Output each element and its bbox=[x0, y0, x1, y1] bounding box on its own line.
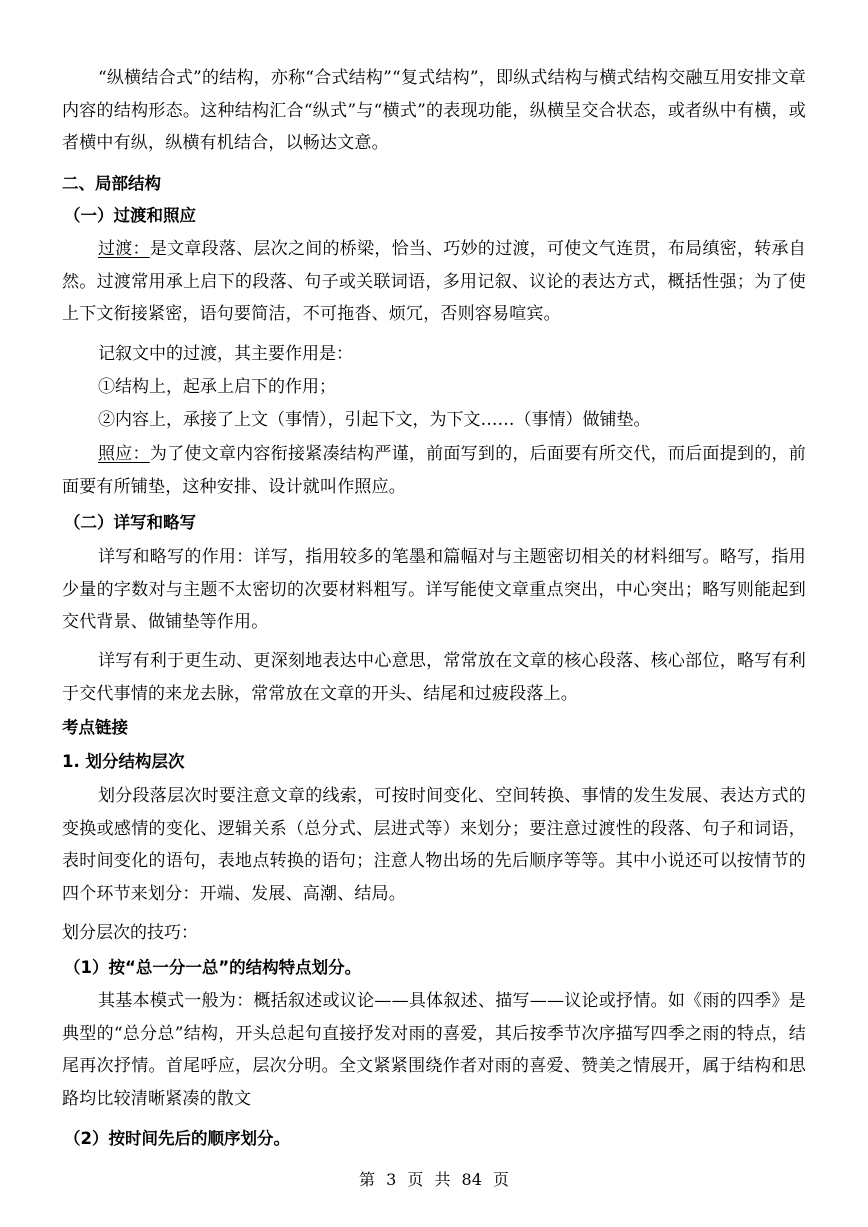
narrative-transition-intro: 记叙文中的过渡，其主要作用是： bbox=[98, 344, 353, 364]
term-transition: 过渡： bbox=[98, 239, 150, 259]
heading-detail-brief: （二）详写和略写 bbox=[64, 513, 196, 532]
heading-local-structure: 二、局部结构 bbox=[62, 174, 161, 193]
list-item-1: ①结构上，起承上启下的作用； bbox=[98, 377, 336, 397]
heading-transition-echo: （一）过渡和照应 bbox=[64, 206, 196, 225]
paragraph-divide-method: 划分段落层次时要注意文章的线索，可按时间变化、空间转换、事情的发生发展、表达方式的变换或感情的变化、逻辑关系（总分式、层进式等）来划分；要注意过渡性的段落、句子和词语，表时间变化的语句，表地点转换的语句；注意人物出场的先后顺序等等。其中小说还可以按情节的四个环节来划分：开端、发展、高潮、结局。 bbox=[62, 786, 806, 905]
paragraph-total-part-total: 其基本模式一般为：概括叙述或议论——具体叙述、描写——议论或抒情。如《雨的四季》是典型的“总分总”结构，开头总起句直接抒发对雨的喜爱，其后按季节次序描写四季之雨的特点，结尾再次抒情。首尾呼应，层次分明。全文紧紧围绕作者对雨的喜爱、赞美之情展开，属于结构和思路均比较清晰紧凑的散文 bbox=[62, 991, 806, 1110]
heading-divide-levels: 1. 划分结构层次 bbox=[62, 752, 185, 771]
echo-definition: 为了使文章内容衔接紧凑结构严谨，前面写到的，后面要有所交代，而后面提到的，前面要有所铺垫，这种安排、设计就叫作照应。 bbox=[62, 444, 806, 497]
paragraph-detail-brief-function: 详写和略写的作用：详写，指用较多的笔墨和篇幅对与主题密切相关的材料细写。略写，指用少量的字数对与主题不太密切的次要材料粗写。详写能使文章重点突出，中心突出；略写则能起到交代背景、做铺垫等作用。 bbox=[62, 547, 806, 633]
heading-total-part-total: （1）按“总一分一总”的结构特点划分。 bbox=[64, 958, 362, 977]
heading-time-order: （2）按时间先后的顺序划分。 bbox=[64, 1129, 290, 1148]
page-footer: 第 3 页 共 84 页 bbox=[359, 1170, 509, 1189]
paragraph-detail-brief-usage: 详写有利于更生动、更深刻地表达中心意思，常常放在文章的核心段落、核心部位，略写有利于交代事情的来龙去脉，常常放在文章的开头、结尾和过疲段落上。 bbox=[62, 651, 806, 704]
skills-label: 划分层次的技巧： bbox=[62, 923, 198, 943]
transition-definition: 是文章段落、层次之间的桥梁，恰当、巧妙的过渡，可使文气连贯，布局缜密，转承自然。过渡常用承上启下的段落、句子或关联词语，多用记叙、议论的表达方式，概括性强；为了使上下文衔接紧密，语句要简洁，不可拖沓、烦冗，否则容易喧宾。 bbox=[62, 239, 806, 325]
paragraph-combined-structure: “纵横结合式”的结构，亦称“合式结构”“复式结构”，即纵式结构与横式结构交融互用安排文章内容的结构形态。这种结构汇合“纵式”与“横式”的表现功能，纵横呈交合状态，或者纵中有横，或者横中有纵，纵横有机结合，以畅达文意。 bbox=[62, 68, 806, 154]
list-item-2: ②内容上，承接了上文（事情），引起下文，为下文……（事情）做铺垫。 bbox=[98, 410, 651, 430]
paragraph-echo bbox=[62, 438, 806, 503]
paragraph-transition bbox=[62, 233, 806, 331]
term-echo: 照应： bbox=[98, 444, 150, 464]
heading-exam-link: 考点链接 bbox=[62, 718, 128, 737]
